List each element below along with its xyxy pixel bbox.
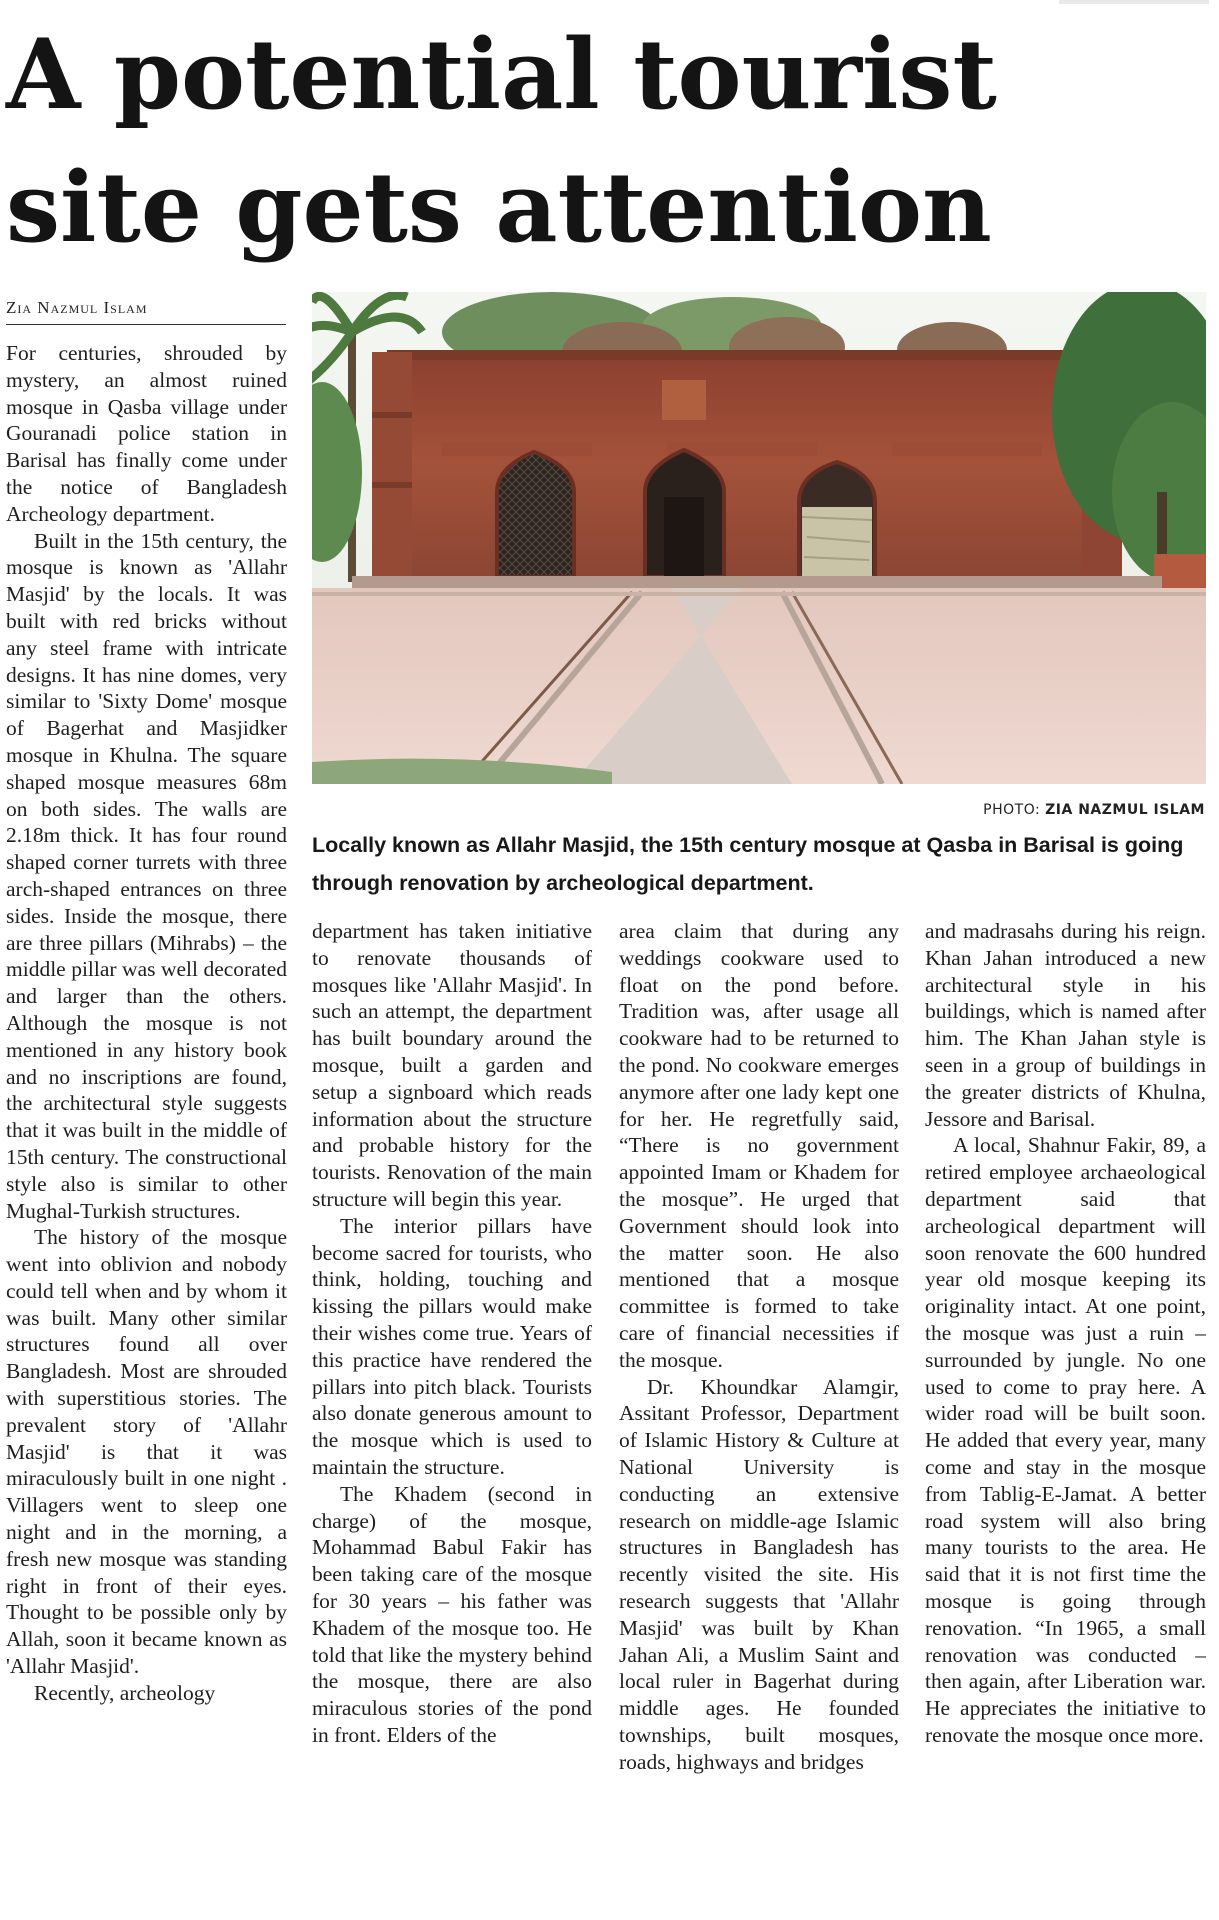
- paragraph-5: The interior pillars have become sacred for tourists, who think, holding, touching and kissing the pillars would make their wishes come true. Years of this practice have rendered the pillars into pitch black. Tourists also donate generous amount to the mosque which is used to maintain the structure.: [312, 1213, 592, 1479]
- paragraph-8: A local, Shahnur Fakir, 89, a retired employee archaeological department said that archeological department will soon renovate the 600 hundred year old mosque keeping its originality intact. At one point, the mosque was just a ruin – surrounded by jungle. No one used to come to pray here. A wider road will be built soon. He added that every year, many come and stay in the mosque from Tablig-E-Jamat. A better road system will also bring many tourists to the area. He said that it is not first time the mosque is going through renovation. “In 1965, a small renovation was conducted – then again, after Liberation war. He appreciates the initiative to renovate the mosque once more.: [925, 1133, 1206, 1747]
- paragraph-6-continued: area claim that during any weddings cookware used to float on the pond before. Tradition was, after usage all cookware had to be returned to the pond. No cookware emerges anymore after one lady kept one for her. He regretfully said, “There is no government appointed Imam or Khadem for the mosque”. He urged that Government should look into the matter soon. He also mentioned that a mosque committee is formed to take care of financial necessities if the mosque.: [619, 919, 899, 1372]
- page-edge-mark: [1059, 0, 1209, 4]
- article-column-1: [6, 340, 287, 1707]
- paragraph-7-start: Dr. Khoundkar Alamgir, Assitant Professor, Department of Islamic History & Culture at National University is conducting an extensive research on middle-age Islamic structures in Bangladesh has recently visited the site. His research suggests that 'Allahr Masjid' was built by Khan Jahan Ali, a Muslim Saint and local ruler in Bagerhat during middle ages. He founded townships, built mosques, roads, highways and bridges: [619, 1374, 899, 1774]
- paragraph-7-continued: and madrasahs during his reign. Khan Jahan introduced a new architectural style in his buildings, which is named after him. The Khan Jahan style is seen in a group of buildings in the greater districts of Khulna, Jessore and Barisal.: [925, 919, 1206, 1131]
- photo-credit-prefix: PHOTO:: [983, 802, 1041, 818]
- paragraph-3: The history of the mosque went into oblivion and nobody could tell when and by whom it was built. Many other similar structures found all over Bangladesh. Most are shrouded with superstitious stories. The prevalent story of 'Allahr Masjid' is that it was miraculously built in one night . Villagers went to sleep one night and in the morning, a fresh new mosque was standing right in front of their eyes. Thought to be possible only by Allah, soon it became known as 'Allahr Masjid'.: [6, 1225, 287, 1679]
- headline: A potential tourist site gets attention: [6, 18, 997, 264]
- mosque-photo: [312, 292, 1206, 784]
- paragraph-2: Built in the 15th century, the mosque is known as 'Allahr Masjid' by the locals. It was built with red bricks without any steel frame with intricate designs. It has nine domes, very similar to 'Sixty Dome' mosque of Bagerhat and Masjidker mosque in Khulna. The square shaped mosque measures 68m on both sides. The walls are 2.18m thick. It has four round shaped corner turrets with three arch-shaped entrances on three sides. Inside the mosque, there are three pillars (Mihrabs) – the middle pillar was well decorated and larger than the others. Although the mosque is not mentioned in any history book and no inscriptions are found, the architectural style suggests that it was built in the middle of 15th century. The constructional style also is similar to other Mughal-Turkish structures.: [6, 528, 287, 1223]
- paragraph-4-start: Recently, archeology: [34, 1680, 216, 1705]
- photo-caption: Locally known as Allahr Masjid, the 15th century mosque at Qasba in Barisal is going through renovation by archeological department.: [312, 833, 1184, 895]
- byline: Zia Nazmul Islam: [6, 298, 286, 325]
- paragraph-4-continued: department has taken initiative to renovate thousands of mosques like 'Allahr Masjid'. In such an attempt, the department has built boundary around the mosque, built a garden and setup a signboard which reads information about the structure and probable history for the tourists. Renovation of the main structure will begin this year.: [312, 919, 592, 1211]
- article-column-3: [619, 918, 899, 1776]
- article-column-4: [925, 918, 1206, 1749]
- photo-credit: [983, 802, 1205, 818]
- photo-credit-name: ZIA NAZMUL ISLAM: [1045, 802, 1205, 818]
- paragraph-1: For centuries, shrouded by mystery, an almost ruined mosque in Qasba village under Gouranadi police station in Barisal has finally come under the notice of Bangladesh Archeology department.: [6, 341, 287, 526]
- article-column-2: [312, 918, 592, 1749]
- paragraph-6-start: The Khadem (second in charge) of the mosque, Mohammad Babul Fakir has been taking care of the mosque for 30 years – his father was Khadem of the mosque too. He told that like the mystery behind the mosque, there are also miraculous stories of the pond in front. Elders of the: [312, 1481, 592, 1747]
